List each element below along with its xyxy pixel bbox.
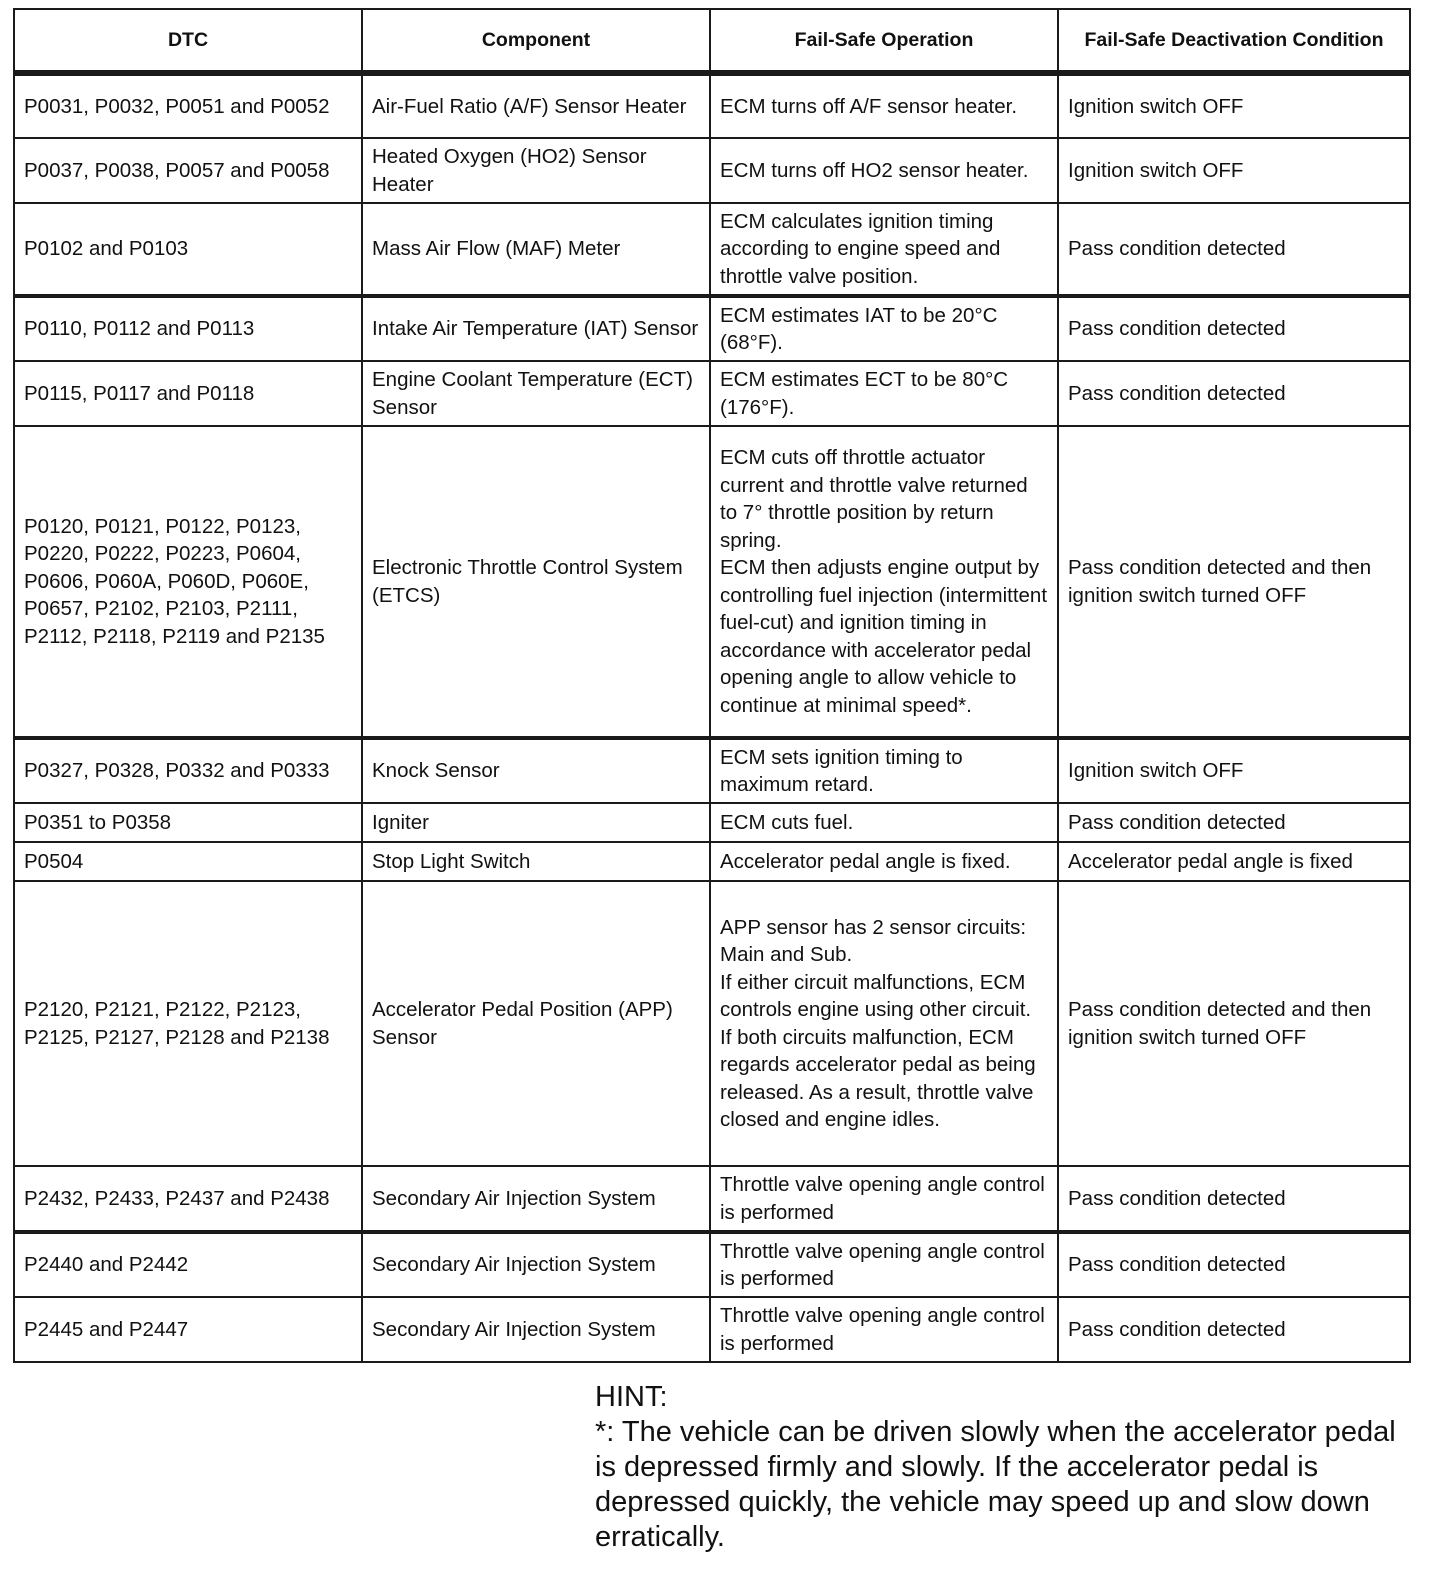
- cell-operation: ECM turns off HO2 sensor heater.: [710, 138, 1058, 203]
- cell-operation: Throttle valve opening angle control is performed: [710, 1166, 1058, 1232]
- cell-deactivation: Pass condition detected: [1058, 803, 1410, 842]
- table-row: [14, 881, 1410, 1166]
- cell-operation: ECM turns off A/F sensor heater.: [710, 73, 1058, 138]
- table-row: [14, 803, 1410, 842]
- cell-component: Intake Air Temperature (IAT) Sensor: [362, 296, 710, 361]
- table-row: [14, 296, 1410, 361]
- table-row: [14, 361, 1410, 426]
- table-row: [14, 203, 1410, 296]
- cell-operation: ECM cuts fuel.: [710, 803, 1058, 842]
- cell-operation: ECM calculates ignition timing according to engine speed and throttle valve position.: [710, 203, 1058, 296]
- cell-component: Air-Fuel Ratio (A/F) Sensor Heater: [362, 73, 710, 138]
- cell-deactivation: Pass condition detected: [1058, 203, 1410, 296]
- cell-dtc: P0120, P0121, P0122, P0123, P0220, P0222, P0223, P0604, P0606, P060A, P060D, P060E, P0657, P2102, P2103, P2111, P2112, P2118, P2119 and P2135: [14, 426, 362, 738]
- cell-component: Knock Sensor: [362, 738, 710, 803]
- cell-operation: APP sensor has 2 sensor circuits: Main and Sub. If either circuit malfunctions, ECM controls engine using other circuit. If both circuits malfunction, ECM regards accelerator pedal as being released. As a result, throttle valve closed and engine idles.: [710, 881, 1058, 1166]
- table-header-row: [14, 9, 1410, 73]
- cell-deactivation: Ignition switch OFF: [1058, 73, 1410, 138]
- cell-deactivation: Pass condition detected: [1058, 296, 1410, 361]
- header-operation: Fail-Safe Operation: [710, 9, 1058, 73]
- cell-operation: ECM sets ignition timing to maximum retard.: [710, 738, 1058, 803]
- cell-deactivation: Pass condition detected and then ignition switch turned OFF: [1058, 426, 1410, 738]
- cell-deactivation: Pass condition detected: [1058, 1166, 1410, 1232]
- cell-component: Accelerator Pedal Position (APP) Sensor: [362, 881, 710, 1166]
- cell-deactivation: Pass condition detected: [1058, 1297, 1410, 1362]
- table-row: [14, 73, 1410, 138]
- header-dtc: DTC: [14, 9, 362, 73]
- cell-dtc: P2120, P2121, P2122, P2123, P2125, P2127, P2128 and P2138: [14, 881, 362, 1166]
- cell-dtc: P0504: [14, 842, 362, 881]
- cell-deactivation: Ignition switch OFF: [1058, 138, 1410, 203]
- cell-component: Mass Air Flow (MAF) Meter: [362, 203, 710, 296]
- table-row: [14, 1232, 1410, 1297]
- cell-dtc: P2445 and P2447: [14, 1297, 362, 1362]
- table-row: [14, 738, 1410, 803]
- table-row: [14, 1166, 1410, 1232]
- cell-dtc: P0110, P0112 and P0113: [14, 296, 362, 361]
- header-deactivation: Fail-Safe Deactivation Condition: [1058, 9, 1410, 73]
- hint-title: HINT:: [595, 1381, 668, 1413]
- cell-deactivation: Pass condition detected: [1058, 1232, 1410, 1297]
- cell-operation: ECM cuts off throttle actuator current and throttle valve returned to 7° throttle position by return spring. ECM then adjusts engine output by controlling fuel injection (intermittent fuel-cut) and ignition timing in accordance with accelerator pedal opening angle to allow vehicle to continue at minimal speed*.: [710, 426, 1058, 738]
- cell-operation: ECM estimates ECT to be 80°C (176°F).: [710, 361, 1058, 426]
- table-row: [14, 1297, 1410, 1362]
- fail-safe-table: [13, 8, 1411, 1363]
- cell-deactivation: Accelerator pedal angle is fixed: [1058, 842, 1410, 881]
- cell-component: Heated Oxygen (HO2) Sensor Heater: [362, 138, 710, 203]
- cell-dtc: P2440 and P2442: [14, 1232, 362, 1297]
- cell-operation: Throttle valve opening angle control is performed: [710, 1232, 1058, 1297]
- cell-component: Secondary Air Injection System: [362, 1297, 710, 1362]
- cell-dtc: P2432, P2433, P2437 and P2438: [14, 1166, 362, 1232]
- cell-operation: Throttle valve opening angle control is performed: [710, 1297, 1058, 1362]
- header-component: Component: [362, 9, 710, 73]
- cell-component: Electronic Throttle Control System (ETCS): [362, 426, 710, 738]
- hint-text: *: The vehicle can be driven slowly when the accelerator pedal is depressed firmly and slowly. If the accelerator pedal is depressed quickly, the vehicle may speed up and slow down erratically.: [595, 1416, 1396, 1553]
- cell-deactivation: Pass condition detected: [1058, 361, 1410, 426]
- table-row: [14, 842, 1410, 881]
- cell-component: Secondary Air Injection System: [362, 1232, 710, 1297]
- cell-component: Secondary Air Injection System: [362, 1166, 710, 1232]
- cell-dtc: P0327, P0328, P0332 and P0333: [14, 738, 362, 803]
- cell-dtc: P0031, P0032, P0051 and P0052: [14, 73, 362, 138]
- cell-component: Engine Coolant Temperature (ECT) Sensor: [362, 361, 710, 426]
- cell-dtc: P0037, P0038, P0057 and P0058: [14, 138, 362, 203]
- hint-note: [595, 1380, 1415, 1555]
- cell-deactivation: Ignition switch OFF: [1058, 738, 1410, 803]
- table-row: [14, 138, 1410, 203]
- table-row: [14, 426, 1410, 738]
- cell-operation: ECM estimates IAT to be 20°C (68°F).: [710, 296, 1058, 361]
- cell-dtc: P0115, P0117 and P0118: [14, 361, 362, 426]
- cell-dtc: P0351 to P0358: [14, 803, 362, 842]
- cell-component: Stop Light Switch: [362, 842, 710, 881]
- cell-deactivation: Pass condition detected and then ignition switch turned OFF: [1058, 881, 1410, 1166]
- cell-operation: Accelerator pedal angle is fixed.: [710, 842, 1058, 881]
- cell-dtc: P0102 and P0103: [14, 203, 362, 296]
- cell-component: Igniter: [362, 803, 710, 842]
